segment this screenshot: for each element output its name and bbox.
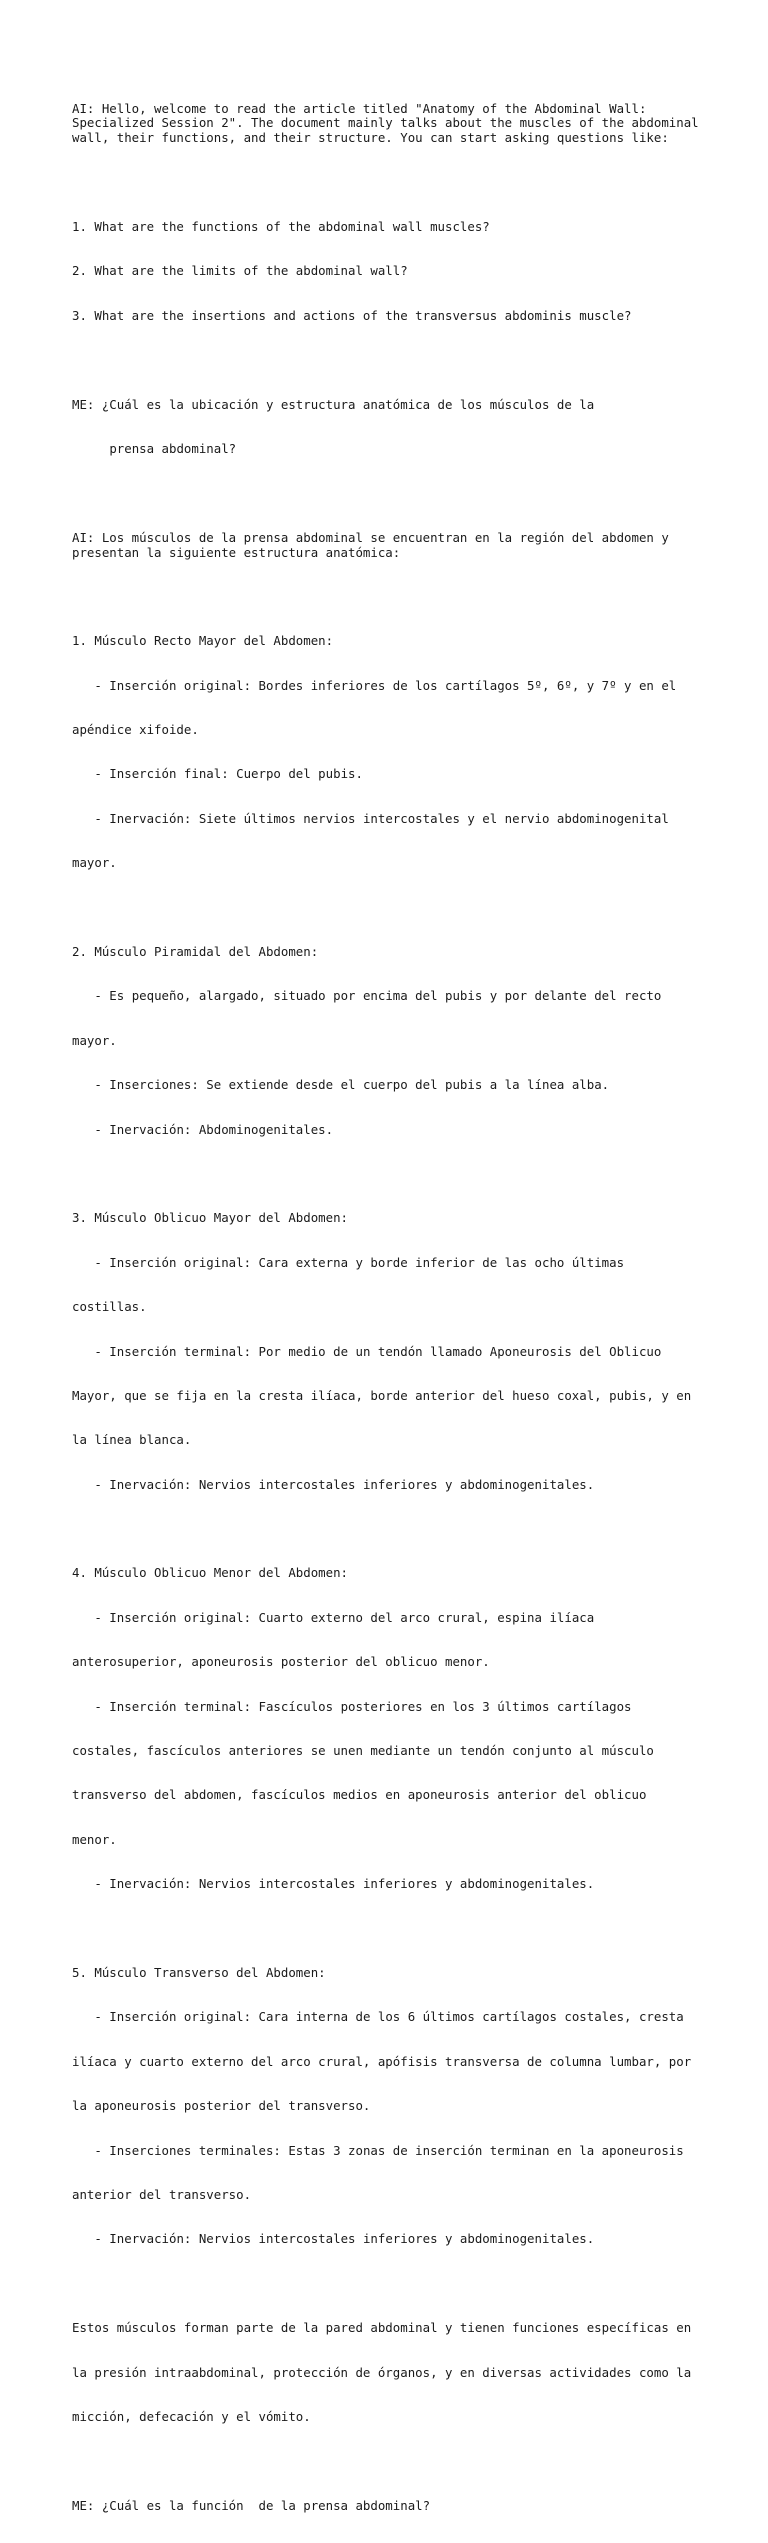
muscle-item-oblicuo-mayor [72,1182,708,1522]
muscle-detail-line: - Inserción original: Cara externa y borde inferior de las ocho últimas [72,1254,625,1270]
muscle-detail-line: la aponeurosis posterior del transverso. [72,2098,371,2114]
user-question-1 [72,368,708,486]
muscle-detail-line: - Inervación: Nervios intercostales inferiores y abdominogenitales. [72,2231,595,2247]
ai-summary-paragraph [72,2292,708,2455]
muscle-detail-line: - Inserciones terminales: Estas 3 zonas de inserción terminan en la aponeurosis [72,2142,684,2158]
muscle-detail-line: mayor. [72,1032,117,1048]
muscle-detail-line: ilíaca y cuarto externo del arco crural, apófisis transversa de columna lumbar, por [72,2053,692,2069]
user-question-2-text: ME: ¿Cuál es la función de la prensa abdominal? [72,2497,431,2513]
muscle-detail-line: menor. [72,1831,117,1847]
muscle-detail-line: Mayor, que se fija en la cresta ilíaca, borde anterior del hueso coxal, pubis, y en [72,1387,692,1403]
summary-line: Estos músculos forman parte de la pared abdominal y tienen funciones específicas en [72,2320,692,2336]
user-question-2 [72,2469,708,2543]
ai-answer-intro-text: AI: Los músculos de la prensa abdominal se encuentran en la región del abdomen y presentan la siguiente estructura anatómica: [72,529,677,560]
muscle-heading: 4. Músculo Oblicuo Menor del Abdomen: [72,1565,349,1581]
muscle-detail-line: - Es pequeño, alargado, situado por encima del pubis y por delante del recto [72,988,662,1004]
muscle-detail-line: apéndice xifoide. [72,722,199,738]
muscle-heading: 5. Músculo Transverso del Abdomen: [72,1965,326,1980]
summary-line: la presión intraabdominal, protección de órganos, y en diversas actividades como la [72,2364,692,2380]
muscle-detail-line: la línea blanca. [72,1432,192,1448]
muscle-detail-line: - Inervación: Abdominogenitales. [72,1121,334,1137]
suggested-question-1: 1. What are the functions of the abdominal wall muscles? [72,218,490,234]
muscle-detail-line: anterosuperior, aponeurosis posterior del oblicuo menor. [72,1654,490,1670]
muscle-detail-line: - Inserción original: Bordes inferiores de los cartílagos 5º, 6º, y 7º y en el [72,677,677,693]
ai-intro-text: AI: Hello, welcome to read the article titled "Anatomy of the Abdominal Wall: Specialized Session 2". The document mainly talks about the muscles of the abdominal wall, their functions, and their structure. You can start asking questions like: [72,100,707,146]
user-question-1-line-2: prensa abdominal? [72,440,237,456]
muscle-item-recto-mayor [72,605,708,901]
suggested-questions-list [72,190,708,353]
suggested-question-2: 2. What are the limits of the abdominal wall? [72,263,408,279]
summary-line: micción, defecación y el vómito. [72,2408,311,2424]
muscle-detail-line: - Inervación: Nervios intercostales inferiores y abdominogenitales. [72,1476,595,1492]
muscle-detail-line: - Inserción terminal: Por medio de un tendón llamado Aponeurosis del Oblicuo [72,1343,662,1359]
muscle-item-piramidal [72,915,708,1167]
muscle-heading: 3. Músculo Oblicuo Mayor del Abdomen: [72,1210,349,1226]
muscle-detail-line: - Inserción original: Cara interna de los 6 últimos cartílagos costales, cresta [72,2009,684,2025]
muscle-detail-line: anterior del transverso. [72,2186,252,2202]
muscle-detail-line: mayor. [72,855,117,871]
muscle-detail-line: costillas. [72,1299,147,1315]
ai-answer-intro [72,501,708,590]
muscle-detail-line: - Inervación: Siete últimos nervios intercostales y el nervio abdominogenital [72,810,669,826]
muscle-heading: 2. Músculo Piramidal del Abdomen: [72,944,319,960]
muscle-detail-line: - Inserción final: Cuerpo del pubis. [72,766,363,782]
muscle-item-transverso [72,1936,708,2276]
muscle-heading: 1. Músculo Recto Mayor del Abdomen: [72,633,334,649]
muscle-detail-line: - Inserción terminal: Fascículos posteriores en los 3 últimos cartílagos [72,1698,632,1714]
muscle-detail-line: transverso del abdomen, fascículos medios en aponeurosis anterior del oblicuo [72,1787,647,1803]
muscle-detail-line: - Inserción original: Cuarto externo del arco crural, espina ilíaca [72,1609,595,1625]
muscle-item-oblicuo-menor [72,1537,708,1922]
ai-intro-message [72,72,708,176]
muscle-detail-line: - Inervación: Nervios intercostales inferiores y abdominogenitales. [72,1876,595,1892]
muscle-detail-line: - Inserciones: Se extiende desde el cuerpo del pubis a la línea alba. [72,1077,610,1093]
muscle-detail-line: costales, fascículos anteriores se unen mediante un tendón conjunto al músculo [72,1743,654,1759]
user-question-1-line-1: ME: ¿Cuál es la ubicación y estructura anatómica de los músculos de la [72,396,595,412]
suggested-question-3: 3. What are the insertions and actions of the transversus abdominis muscle? [72,307,632,323]
